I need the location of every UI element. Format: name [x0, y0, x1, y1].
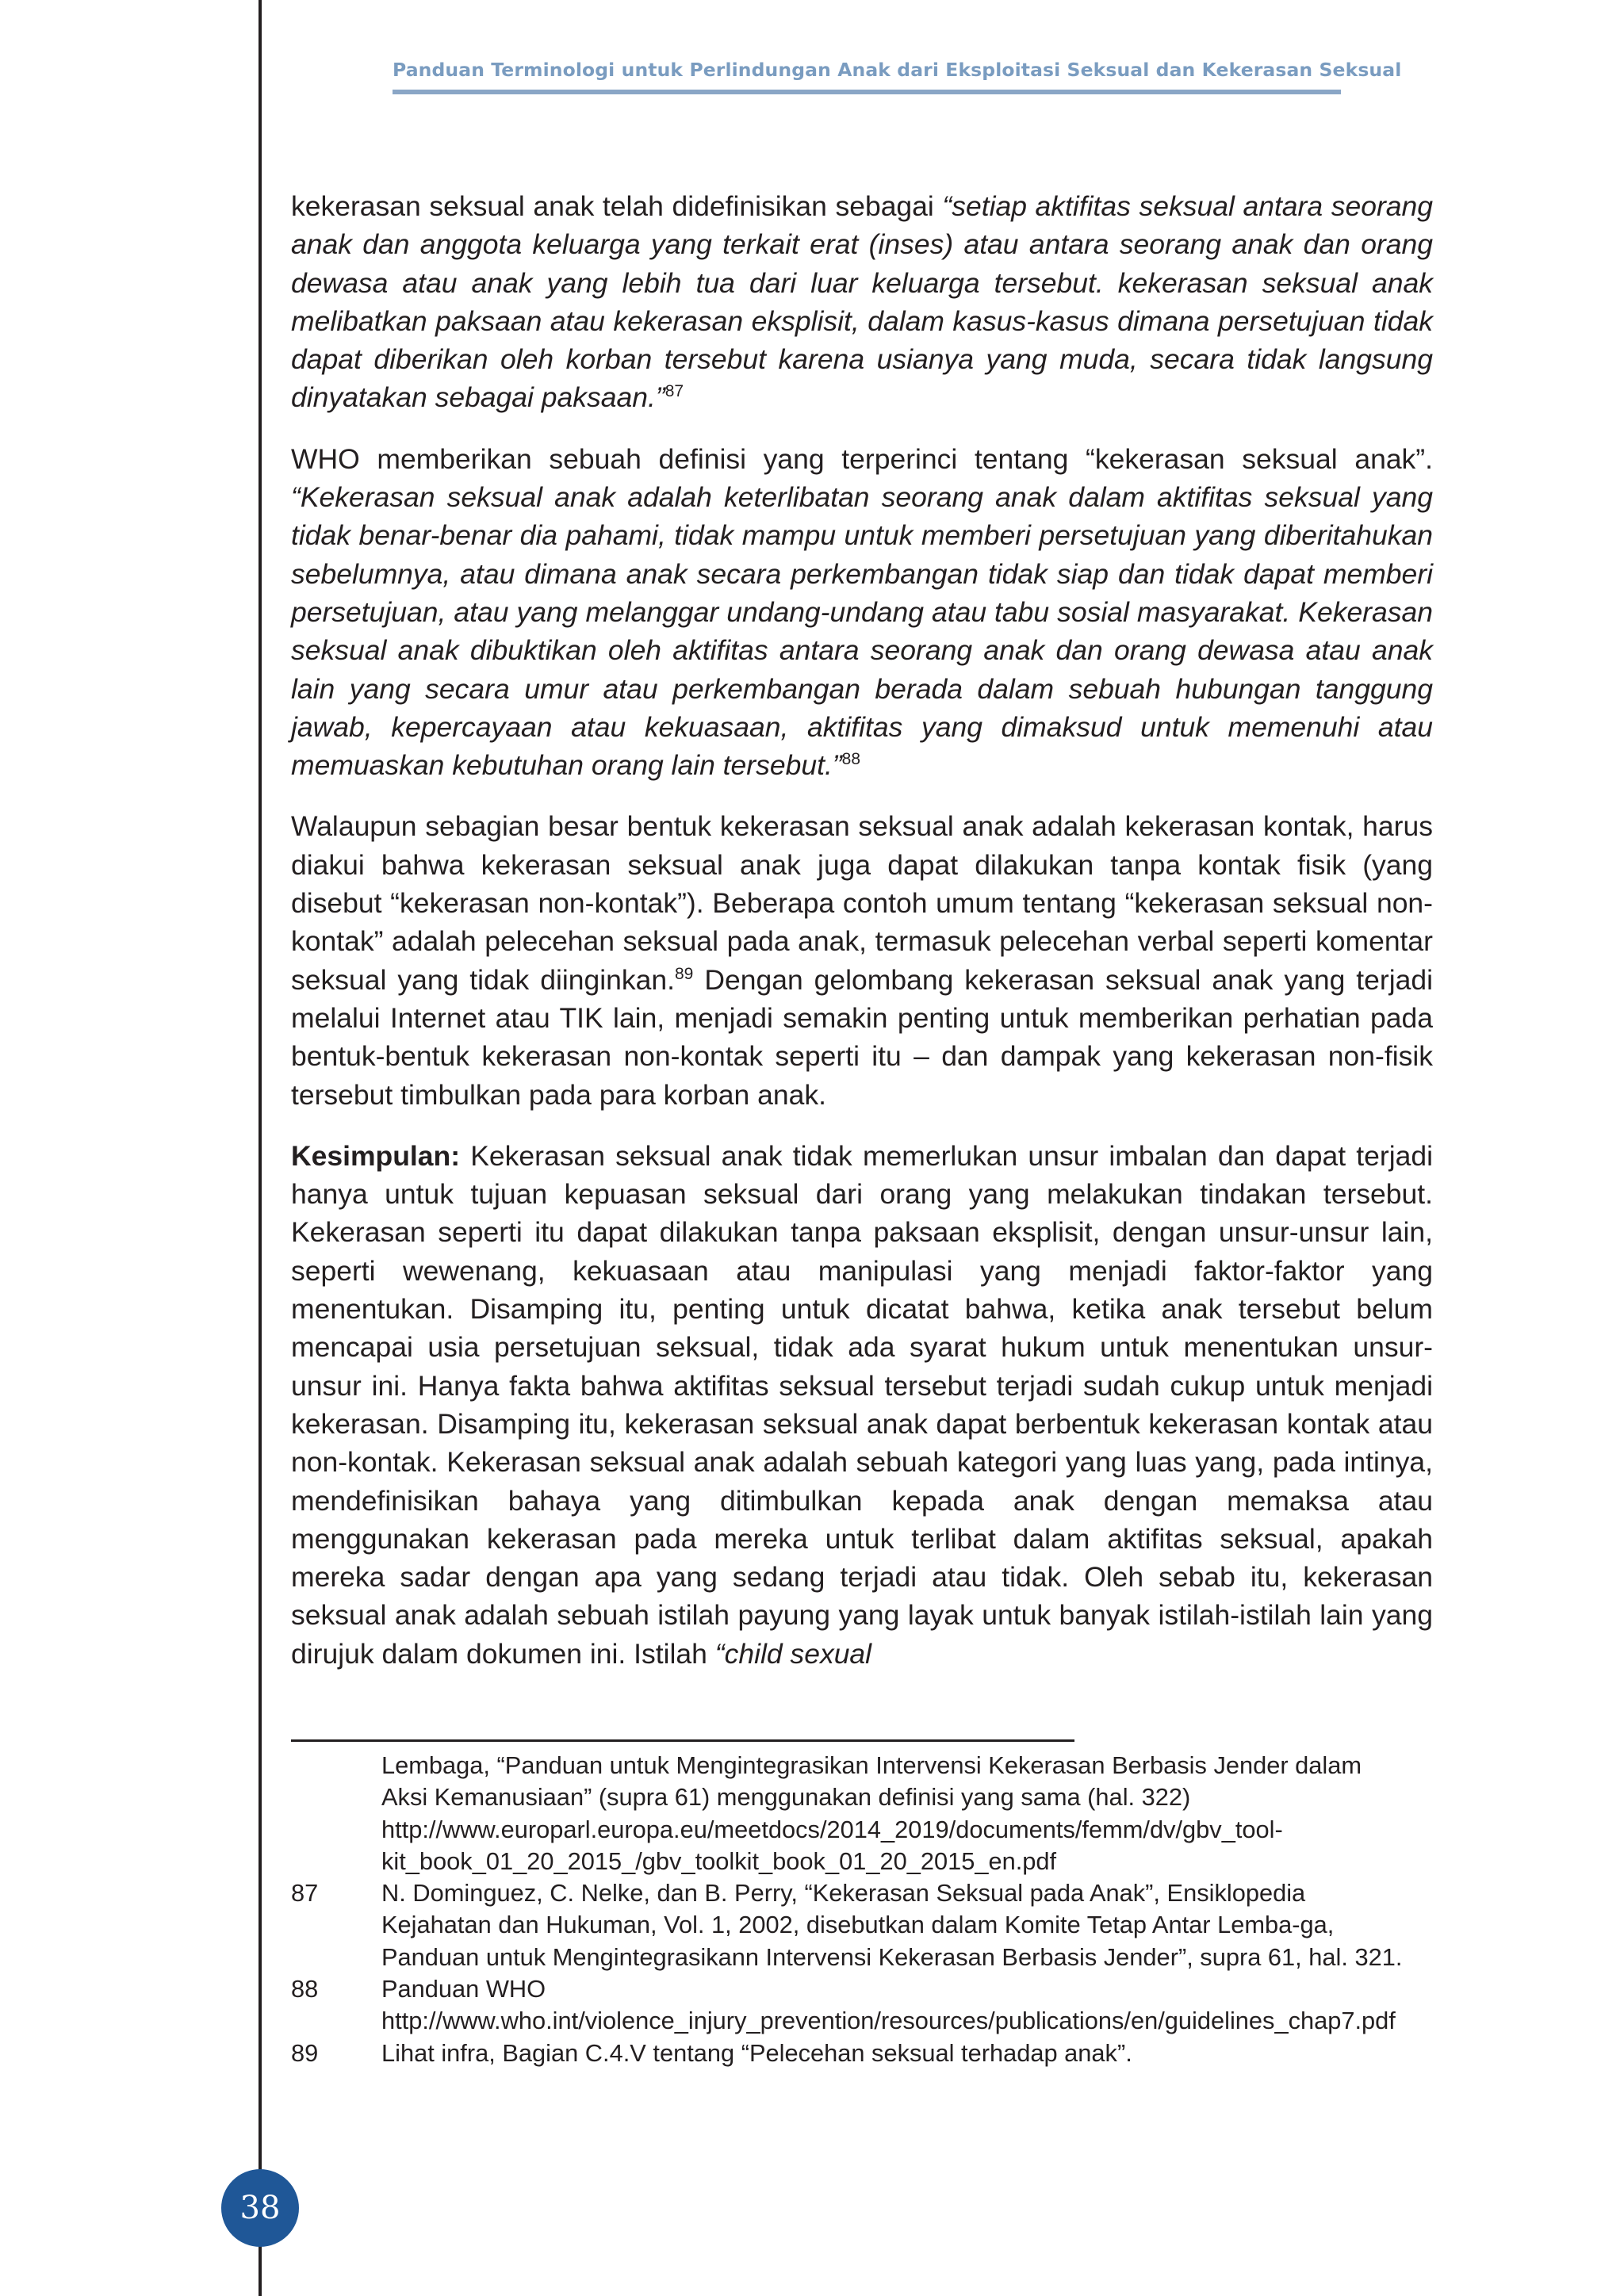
footnote-text: Lembaga, “Panduan untuk Mengintegrasikan Intervensi Kekerasan Berbasis Jender dalam Aksi Kemanusiaan” (supra 61) menggunakan definisi yang sama (hal. 322) http://www.europarl.europa.eu/meetdocs/2014_2019/documents/femm/dv/gbv_tool-kit_book_01_20_2015_/gbv_toolkit_book_01_20_2015_en.pdf — [381, 1751, 1362, 1875]
body-text — [291, 187, 1433, 1696]
footnote-87 — [291, 1877, 1433, 1973]
footnote-89 — [291, 2038, 1433, 2069]
page-number-badge: 38 — [221, 2169, 299, 2247]
running-head-rule — [393, 90, 1341, 94]
footnote-number: 89 — [291, 2038, 319, 2067]
paragraph-3 — [291, 807, 1433, 1113]
footnote-text: N. Dominguez, C. Nelke, dan B. Perry, “Kekerasan Seksual pada Anak”, Ensiklopedia Kejahatan dan Hukuman, Vol. 1, 2002, disebutkan dalam Komite Tetap Antar Lemba-ga, Panduan untuk Mengintegrasikann Intervensi Kekerasan Berbasis Jender”, supra 61, hal. 321. — [381, 1879, 1403, 1971]
footnote-number: 87 — [291, 1879, 319, 1908]
footnote-88 — [291, 1973, 1433, 2038]
footnote-ref-88[interactable]: 88 — [841, 750, 861, 769]
paragraph-4 — [291, 1137, 1433, 1673]
paragraph-1 — [291, 187, 1433, 417]
conclusion-label: Kesimpulan: — [291, 1139, 461, 1172]
footnote-text: Panduan WHO http://www.who.int/violence_injury_prevention/resources/publications/en/guidelines_chap7.pdf — [381, 1975, 1396, 2035]
footnote-text: Lihat infra, Bagian C.4.V tentang “Pelecehan seksual terhadap anak”. — [381, 2038, 1132, 2067]
footnote-continued — [291, 1750, 1433, 1877]
paragraph-3-part1: Walaupun sebagian besar bentuk kekerasan seksual anak adalah kekerasan kontak, harus diakui bahwa kekerasan seksual anak juga dapat dilakukan tanpa kontak fisik (yang disebut “kekerasan non-kontak”). Beberapa contoh umum tentang “kekerasan seksual non-kontak” adalah pelecehan seksual pada anak, termasuk pelecehan verbal seperti komentar seksual yang tidak diinginkan. — [291, 810, 1433, 996]
paragraph-2 — [291, 440, 1433, 785]
running-head: Panduan Terminologi untuk Perlindungan Anak dari Eksploitasi Seksual dan Kekerasan Seksual — [393, 59, 1402, 81]
footnote-ref-87[interactable]: 87 — [665, 382, 684, 401]
footnote-number: 88 — [291, 1975, 319, 2003]
paragraph-1-lead: kekerasan seksual anak telah didefinisikan sebagai — [291, 190, 943, 222]
paragraph-2-lead: WHO memberikan sebuah definisi yang terperinci tentang “kekerasan seksual anak”. — [291, 442, 1433, 475]
footnote-ref-89[interactable]: 89 — [675, 964, 694, 983]
footnote-separator — [291, 1739, 1074, 1742]
margin-rule — [259, 0, 262, 2296]
footnote-number — [291, 1750, 381, 1877]
paragraph-4-text: Kekerasan seksual anak tidak memerlukan unsur imbalan dan dapat terjadi hanya untuk tujuan kepuasan seksual dari orang yang melakukan tindakan tersebut. Kekerasan seperti itu dapat dilakukan tanpa paksaan eksplisit, dengan unsur-unsur lain, seperti wewenang, kekuasaan atau manipulasi yang menjadi faktor-faktor yang menentukan. Disamping itu, penting untuk dicatat bahwa, ketika anak tersebut belum mencapai usia persetujuan seksual, tidak ada syarat hukum untuk menentukan unsur-unsur ini. Hanya fakta bahwa aktifitas seksual tersebut terjadi sudah cukup untuk menjadi kekerasan. Disamping itu, kekerasan seksual anak dapat berbentuk kekerasan kontak atau non-kontak. Kekerasan seksual anak adalah sebuah kategori yang luas yang, pada intinya, mendefinisikan bahaya yang ditimbulkan kepada anak dengan memaksa atau menggunakan kekerasan pada mereka untuk terlibat dalam aktifitas seksual, apakah mereka sadar dengan apa yang sedang terjadi atau tidak. Oleh sebab itu, kekerasan seksual anak adalah sebuah istilah payung yang layak untuk banyak istilah-istilah lain yang dirujuk dalam dokumen ini. Istilah — [291, 1139, 1433, 1670]
paragraph-2-quote: “Kekerasan seksual anak adalah keterlibatan seorang anak dalam aktifitas seksual yang tidak benar-benar dia pahami, tidak mampu untuk memberi persetujuan yang diberitahukan sebelumnya, atau dimana anak secara perkembangan tidak siap dan tidak dapat memberi persetujuan, atau yang melanggar undang-undang atau tabu sosial masyarakat. Kekerasan seksual anak dibuktikan oleh aktifitas antara seorang anak dan orang dewasa atau anak lain yang secara umur atau perkembangan berada dalam sebuah hubungan tanggung jawab, kepercayaan atau kekuasaan, aktifitas yang dimaksud untuk memenuhi atau memuaskan kebutuhan orang lain tersebut.” — [291, 481, 1433, 782]
paragraph-3-part2: Dengan gelombang kekerasan seksual anak yang terjadi melalui Internet atau TIK lain, menjadi semakin penting untuk memberikan perhatian pada bentuk-bentuk kekerasan non-kontak seperti itu – dan dampak yang kekerasan non-fisik tersebut timbulkan pada para korban anak. — [291, 963, 1433, 1111]
paragraph-4-tail: “child sexual — [714, 1637, 872, 1670]
footnotes — [291, 1750, 1433, 2069]
paragraph-1-quote: “setiap aktifitas seksual antara seorang anak dan anggota keluarga yang terkait erat (inses) atau antara seorang anak dan orang dewasa atau anak yang lebih tua dari luar keluarga tersebut. kekerasan seksual anak melibatkan paksaan atau kekerasan eksplisit, dalam kasus-kasus dimana persetujuan tidak dapat diberikan oleh korban tersebut karena usianya yang muda, secara tidak langsung dinyatakan sebagai paksaan.” — [291, 190, 1433, 414]
